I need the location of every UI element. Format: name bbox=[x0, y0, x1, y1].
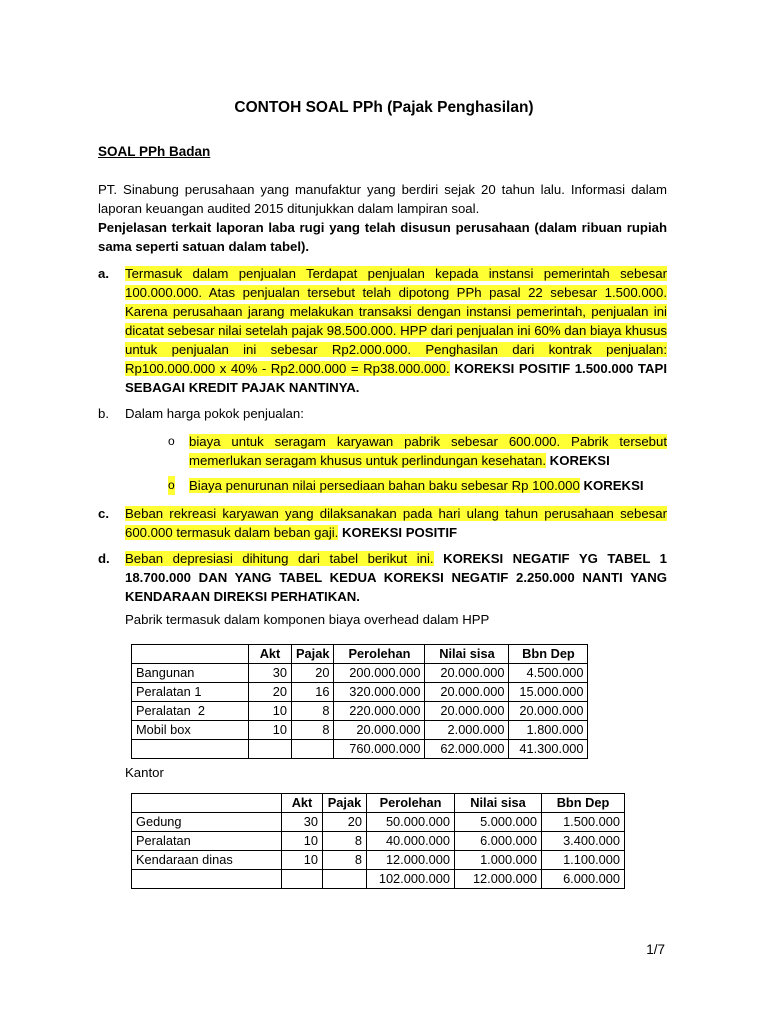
table-cell: 1.500.000 bbox=[542, 813, 625, 832]
item-d-note: KOREKSI NEGATIF YG TABEL 1 18.700.000 DAN YANG TABEL KEDUA KOREKSI NEGATIF 2.250.000 NANTI YANG KENDARAAN DIREKSI PERHATIKAN. bbox=[125, 551, 668, 604]
item-b-sub2 bbox=[189, 476, 667, 495]
table-header-row bbox=[132, 645, 588, 664]
table-cell: 20 bbox=[292, 664, 334, 683]
table-header-cell: Bbn Dep bbox=[542, 794, 625, 813]
item-d-label: d. bbox=[98, 551, 110, 566]
table-cell: Bangunan bbox=[132, 664, 249, 683]
table-header-cell: Akt bbox=[249, 645, 292, 664]
table-cell: 1.800.000 bbox=[509, 721, 588, 740]
table-cell: 20.000.000 bbox=[425, 664, 509, 683]
table-cell: 20.000.000 bbox=[425, 683, 509, 702]
table-cell: Mobil box bbox=[132, 721, 249, 740]
page-title: CONTOH SOAL PPh (Pajak Penghasilan) bbox=[234, 99, 534, 116]
table-cell: 200.000.000 bbox=[334, 664, 425, 683]
table-cell: Peralatan 1 bbox=[132, 683, 249, 702]
table-cell: 4.500.000 bbox=[509, 664, 588, 683]
table-cell: 102.000.000 bbox=[367, 870, 455, 889]
table-cell: 50.000.000 bbox=[367, 813, 455, 832]
item-c-highlight: Beban rekreasi karyawan yang dilaksanakan pada hari ulang tahun perusahaan sebesar 600.000 termasuk dalam beban gaji. bbox=[125, 506, 667, 540]
table-cell: Peralatan 2 bbox=[132, 702, 249, 721]
table-cell: 1.100.000 bbox=[542, 851, 625, 870]
table-header-cell: Perolehan bbox=[334, 645, 425, 664]
table-cell: 10 bbox=[282, 832, 323, 851]
table-row bbox=[132, 851, 625, 870]
bullet-icon: o bbox=[168, 476, 175, 495]
intro-bold-text: Penjelasan terkait laporan laba rugi yang telah disusun perusahaan (dalam ribuan rupiah sama seperti satuan dalam tabel). bbox=[98, 220, 667, 254]
table-total-row bbox=[132, 740, 588, 759]
table-header-cell: Bbn Dep bbox=[509, 645, 588, 664]
bullet-icon: o bbox=[168, 434, 175, 448]
table-cell bbox=[292, 740, 334, 759]
item-c-text bbox=[125, 504, 667, 542]
table-cell: 20.000.000 bbox=[509, 702, 588, 721]
table-cell: Kendaraan dinas bbox=[132, 851, 282, 870]
table-cell: Peralatan bbox=[132, 832, 282, 851]
table-cell: 12.000.000 bbox=[455, 870, 542, 889]
table-cell: 20 bbox=[249, 683, 292, 702]
intro-paragraph bbox=[98, 180, 667, 256]
item-a-text bbox=[125, 264, 667, 397]
table-header-cell bbox=[132, 794, 282, 813]
table-cell: 5.000.000 bbox=[455, 813, 542, 832]
table-row bbox=[132, 832, 625, 851]
item-d-highlight: Beban depresiasi dihitung dari tabel berikut ini. bbox=[125, 551, 434, 566]
table-header-cell: Nilai sisa bbox=[455, 794, 542, 813]
item-b-sub1 bbox=[189, 432, 667, 470]
table-cell: 16 bbox=[292, 683, 334, 702]
table-cell: 30 bbox=[249, 664, 292, 683]
table-cell: 1.000.000 bbox=[455, 851, 542, 870]
table-cell: 10 bbox=[282, 851, 323, 870]
item-b-label: b. bbox=[98, 406, 109, 421]
table-cell bbox=[282, 870, 323, 889]
table-cell: 220.000.000 bbox=[334, 702, 425, 721]
table-cell: 30 bbox=[282, 813, 323, 832]
depreciation-table-factory bbox=[131, 644, 588, 759]
table-cell: 8 bbox=[292, 721, 334, 740]
table-header-cell bbox=[132, 645, 249, 664]
table-cell: Gedung bbox=[132, 813, 282, 832]
table-cell: 8 bbox=[323, 851, 367, 870]
table-cell: 40.000.000 bbox=[367, 832, 455, 851]
page-number: 1/7 bbox=[646, 942, 665, 957]
item-b-sub1-highlight: biaya untuk seragam karyawan pabrik sebesar 600.000. Pabrik tersebut memerlukan seragam khusus untuk perlindungan kesehatan. bbox=[189, 434, 667, 468]
table1-caption: Pabrik termasuk dalam komponen biaya overhead dalam HPP bbox=[125, 612, 490, 627]
item-a-highlight: Termasuk dalam penjualan Terdapat penjualan kepada instansi pemerintah sebesar 100.000.000. Atas penjualan tersebut telah dipotong PPh pasal 22 sebesar 1.500.000. Karena perusahaan jarang melakukan transaksi dengan instansi pemerintah, penjualan ini dicatat sebesar nilai setelah pajak 98.500.000. HPP dari penjualan ini 60% dan biaya khusus untuk penjualan ini sebesar Rp2.000.000. Penghasilan dari kontrak penjualan: Rp100.000.000 x 40% - Rp2.000.000 = Rp38.000.000. bbox=[125, 266, 667, 376]
table-cell: 20.000.000 bbox=[334, 721, 425, 740]
item-b-sub2-highlight: Biaya penurunan nilai persediaan bahan baku sebesar Rp 100.000 bbox=[189, 478, 580, 493]
table-cell: 41.300.000 bbox=[509, 740, 588, 759]
table-cell bbox=[132, 740, 249, 759]
depreciation-table-office bbox=[131, 793, 625, 889]
table-cell: 20 bbox=[323, 813, 367, 832]
table-row bbox=[132, 721, 588, 740]
table-cell: 320.000.000 bbox=[334, 683, 425, 702]
item-a-note: KOREKSI POSITIF 1.500.000 TAPI SEBAGAI KREDIT PAJAK NANTINYA. bbox=[125, 361, 667, 395]
item-c-label: c. bbox=[98, 506, 109, 521]
item-b-sub2-note: KOREKSI bbox=[579, 478, 644, 493]
table-cell: 760.000.000 bbox=[334, 740, 425, 759]
table-header-cell: Perolehan bbox=[367, 794, 455, 813]
table-cell: 62.000.000 bbox=[425, 740, 509, 759]
item-c-note: KOREKSI POSITIF bbox=[338, 525, 458, 540]
table-cell: 2.000.000 bbox=[425, 721, 509, 740]
section-subtitle: SOAL PPh Badan bbox=[98, 144, 211, 159]
table2-caption: Kantor bbox=[125, 765, 164, 780]
item-b-sub1-note: KOREKSI bbox=[546, 453, 610, 468]
table-header-cell: Pajak bbox=[292, 645, 334, 664]
table-cell: 6.000.000 bbox=[542, 870, 625, 889]
table-row bbox=[132, 813, 625, 832]
table-cell bbox=[323, 870, 367, 889]
table-row bbox=[132, 664, 588, 683]
table-header-cell: Nilai sisa bbox=[425, 645, 509, 664]
table-cell: 10 bbox=[249, 721, 292, 740]
table-cell: 10 bbox=[249, 702, 292, 721]
table-cell: 8 bbox=[323, 832, 367, 851]
table-cell bbox=[249, 740, 292, 759]
intro-text: PT. Sinabung perusahaan yang manufaktur yang berdiri sejak 20 tahun lalu. Informasi dalam laporan keuangan audited 2015 ditunjukkan dalam lampiran soal. bbox=[98, 182, 667, 216]
table-row bbox=[132, 683, 588, 702]
table-cell: 8 bbox=[292, 702, 334, 721]
table-cell: 15.000.000 bbox=[509, 683, 588, 702]
table-header-row bbox=[132, 794, 625, 813]
table-cell: 3.400.000 bbox=[542, 832, 625, 851]
item-b-text: Dalam harga pokok penjualan: bbox=[125, 406, 304, 421]
table-row bbox=[132, 702, 588, 721]
table-cell: 12.000.000 bbox=[367, 851, 455, 870]
table-header-cell: Pajak bbox=[323, 794, 367, 813]
table-cell: 6.000.000 bbox=[455, 832, 542, 851]
table-cell bbox=[132, 870, 282, 889]
table-cell: 20.000.000 bbox=[425, 702, 509, 721]
item-d-text bbox=[125, 549, 667, 606]
table-total-row bbox=[132, 870, 625, 889]
item-a-label: a. bbox=[98, 266, 109, 281]
table-header-cell: Akt bbox=[282, 794, 323, 813]
